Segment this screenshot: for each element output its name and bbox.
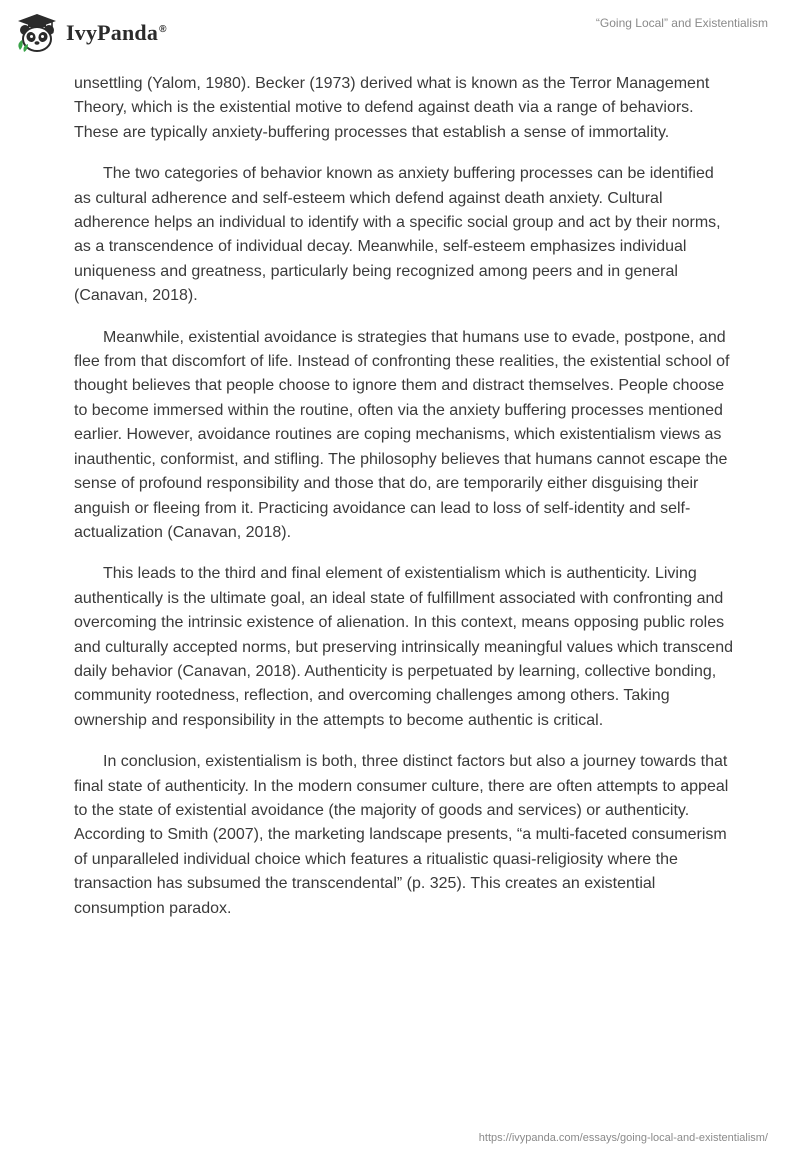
- paragraph: This leads to the third and final element of existentialism which is authenticity. Living authentically is the ultimate goal, an ideal state of fulfillment associated with confronting and overcoming the intrinsic existence of alienation. In this context, means opposing public roles and culturally accepted norms, but preserving intrinsically meaningful values which transcend daily behavior (Canavan, 2018). Authenticity is perpetuated by learning, collective bonding, community rootedness, reflection, and overcoming challenges among others. Taking ownership and responsibility in the attempts to become authentic is critical.: [74, 565, 733, 729]
- ivypanda-logo[interactable]: [14, 10, 167, 56]
- paragraph: The two categories of behavior known as anxiety buffering processes can be identified as cultural adherence and self-esteem which defend against death anxiety. Cultural adherence helps an individual to identify with a specific social group and act by their norms, as a transcendence of individual decay. Meanwhile, self-esteem emphasizes individual uniqueness and greatness, particularly being recognized among peers and in general (Canavan, 2018).: [74, 165, 721, 305]
- brand-name-text: IvyPanda: [66, 20, 159, 45]
- panda-graduate-icon: [14, 10, 60, 56]
- registered-mark: ®: [159, 23, 167, 35]
- paragraph: Meanwhile, existential avoidance is strategies that humans use to evade, postpone, and flee from that discomfort of life. Instead of confronting these realities, the existential school of thought believes that people choose to ignore them and distract themselves. People choose to become immersed within the routine, often via the anxiety buffering processes mentioned earlier. However, avoidance routines are coping mechanisms, which existentialism views as inauthentic, conformist, and stifling. The philosophy believes that humans cannot escape the sense of profound responsibility and those that do, are temporarily either disguising their anguish or fleeing from it. Practicing avoidance can lead to loss of self-identity and self-actualization (Canavan, 2018).: [74, 328, 730, 541]
- paragraph: unsettling (Yalom, 1980). Becker (1973) derived what is known as the Terror Management Theory, which is the existential motive to defend against death via a range of behaviors. These are typically anxiety-buffering processes that establish a sense of immortality.: [74, 75, 710, 141]
- source-url-link[interactable]: https://ivypanda.com/essays/going-local-and-existentialism/: [478, 1132, 768, 1144]
- essay-body: [74, 72, 734, 938]
- brand-name: [66, 20, 167, 46]
- page-header: [0, 0, 800, 60]
- paragraph: In conclusion, existentialism is both, three distinct factors but also a journey towards that final state of authenticity. In the modern consumer culture, there are often attempts to appeal to the state of existential avoidance (the majority of goods and services) or authenticity. According to Smith (2007), the marketing landscape presents, “a multi-faceted consumerism of unparalleled individual choice which features a ritualistic quasi-religiosity where the transaction has subsumed the transcendental” (p. 325). This creates an existential consumption paradox.: [74, 753, 729, 917]
- document-title: “Going Local” and Existentialism: [595, 16, 768, 30]
